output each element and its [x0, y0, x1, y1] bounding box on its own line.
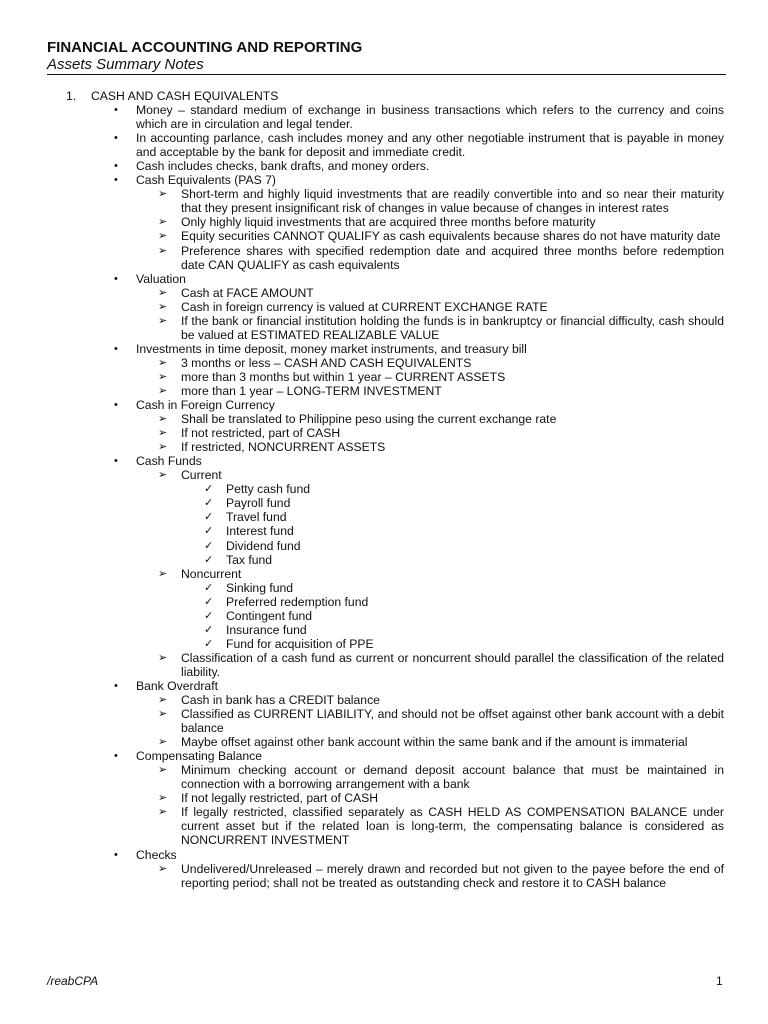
arrow-icon: ➢ — [158, 216, 168, 229]
bullet-icon: • — [114, 455, 118, 468]
sub-item — [66, 300, 724, 314]
list-item — [66, 272, 724, 286]
list-item — [66, 749, 724, 763]
arrow-icon: ➢ — [158, 764, 168, 777]
sub-item — [66, 187, 724, 215]
arrow-icon: ➢ — [158, 792, 168, 805]
fund-item — [66, 637, 724, 651]
sub-item — [66, 412, 724, 426]
sub-item — [66, 567, 724, 581]
sub-item-text: If not legally restricted, part of CASH — [181, 791, 379, 806]
fund-text: Contingent fund — [226, 608, 313, 623]
sub-item — [66, 370, 724, 384]
list-item — [66, 848, 724, 862]
sub-item-text: Classification of a cash fund as current or noncurrent should parallel the classification of the related liability. — [181, 650, 724, 679]
header-divider — [47, 74, 726, 75]
item-label: Cash in Foreign Currency — [136, 398, 275, 413]
fund-item — [66, 524, 724, 538]
list-item — [66, 131, 724, 159]
check-icon: ✓ — [204, 511, 214, 524]
arrow-icon: ➢ — [158, 694, 168, 707]
arrow-icon: ➢ — [158, 370, 168, 383]
fund-item — [66, 609, 724, 623]
sub-item — [66, 468, 724, 482]
page-number: 1 — [716, 974, 723, 988]
check-icon: ✓ — [204, 623, 214, 636]
sub-item — [66, 244, 724, 272]
sub-item-text: If restricted, NONCURRENT ASSETS — [181, 440, 386, 455]
fund-item — [66, 482, 724, 496]
arrow-icon: ➢ — [158, 441, 168, 454]
sub-item-text: If not restricted, part of CASH — [181, 426, 341, 441]
sub-item-text: more than 3 months but within 1 year – CURRENT ASSETS — [181, 369, 506, 384]
bullet-icon: • — [114, 104, 118, 117]
sub-item — [66, 215, 724, 229]
sub-item — [66, 693, 724, 707]
check-icon: ✓ — [204, 595, 214, 608]
arrow-icon: ➢ — [158, 736, 168, 749]
sub-item — [66, 791, 724, 805]
sub-item-text: Equity securities CANNOT QUALIFY as cash equivalents because shares do not have maturity date — [181, 229, 721, 244]
sub-item-text: Undelivered/Unreleased – merely drawn and recorded but not given to the payee before the end of reporting period; shall not be treated as outstanding check and restore it to CASH balance — [181, 861, 724, 890]
section-heading — [66, 89, 724, 103]
arrow-icon: ➢ — [158, 862, 168, 875]
sub-item — [66, 763, 724, 791]
bullet-icon: • — [114, 679, 118, 692]
bullet-icon: • — [114, 848, 118, 861]
fund-text: Insurance fund — [226, 622, 307, 637]
arrow-icon: ➢ — [158, 806, 168, 819]
document-subtitle: Assets Summary Notes — [47, 56, 204, 73]
item-label: Bank Overdraft — [136, 678, 218, 693]
sub-item — [66, 426, 724, 440]
arrow-icon: ➢ — [158, 427, 168, 440]
sub-item-text: Shall be translated to Philippine peso using the current exchange rate — [181, 412, 557, 427]
bullet-icon: • — [114, 132, 118, 145]
bullet-icon: • — [114, 750, 118, 763]
sub-item — [66, 805, 724, 847]
sub-item-text: If the bank or financial institution holding the funds is in bankruptcy or financial difficulty, cash should be valued at ESTIMATED REALIZABLE VALUE — [181, 313, 724, 342]
list-item — [66, 159, 724, 173]
item-label: Investments in time deposit, money market instruments, and treasury bill — [136, 341, 527, 356]
bullet-icon: • — [114, 342, 118, 355]
arrow-icon: ➢ — [158, 188, 168, 201]
sub-item-text: Short-term and highly liquid investments that are readily convertible into and so near their maturity that they present insignificant risk of changes in value because of changes in interest rates — [181, 187, 724, 216]
sub-item — [66, 314, 724, 342]
check-icon: ✓ — [204, 497, 214, 510]
check-icon: ✓ — [204, 483, 214, 496]
arrow-icon: ➢ — [158, 384, 168, 397]
fund-item — [66, 539, 724, 553]
sub-item — [66, 286, 724, 300]
arrow-icon: ➢ — [158, 651, 168, 664]
fund-item — [66, 553, 724, 567]
item-label: Cash Equivalents (PAS 7) — [136, 173, 276, 188]
item-text: Cash includes checks, bank drafts, and money orders. — [136, 159, 430, 174]
fund-text: Dividend fund — [226, 538, 301, 553]
arrow-icon: ➢ — [158, 413, 168, 426]
item-text: Money – standard medium of exchange in business transactions which refers to the currency and coins which are in circulation and legal tender. — [136, 103, 724, 132]
sub-item — [66, 229, 724, 243]
bullet-icon: • — [114, 272, 118, 285]
check-icon: ✓ — [204, 637, 214, 650]
check-icon: ✓ — [204, 553, 214, 566]
arrow-icon: ➢ — [158, 300, 168, 313]
fund-text: Interest fund — [226, 524, 294, 539]
arrow-icon: ➢ — [158, 286, 168, 299]
item-label: Valuation — [136, 271, 186, 286]
sub-item — [66, 707, 724, 735]
list-item — [66, 398, 724, 412]
fund-text: Sinking fund — [226, 580, 294, 595]
arrow-icon: ➢ — [158, 567, 168, 580]
bullet-icon: • — [114, 174, 118, 187]
sub-item-text: Current — [181, 468, 222, 483]
sub-item — [66, 735, 724, 749]
sub-item-text: Maybe offset against other bank account within the same bank and if the amount is immaterial — [181, 735, 688, 750]
section-title: CASH AND CASH EQUIVALENTS — [91, 89, 279, 103]
list-item — [66, 342, 724, 356]
sub-item — [66, 862, 724, 890]
fund-item — [66, 595, 724, 609]
item-label: Checks — [136, 847, 177, 862]
sub-item-text: Minimum checking account or demand deposit account balance that must be maintained in connection with a borrowing arrangement with a bank — [181, 763, 724, 792]
fund-text: Tax fund — [226, 552, 273, 567]
footer-brand: /reabCPA — [47, 974, 99, 988]
section-number: 1. — [66, 89, 77, 103]
sub-item-text: Noncurrent — [181, 566, 242, 581]
sub-item — [66, 356, 724, 370]
arrow-icon: ➢ — [158, 314, 168, 327]
fund-item — [66, 581, 724, 595]
list-item — [66, 454, 724, 468]
bullet-icon: • — [114, 399, 118, 412]
sub-item-text: Preference shares with specified redemption date and acquired three months before redemption date CAN QUALIFY as cash equivalents — [181, 243, 724, 272]
sub-item-text: Classified as CURRENT LIABILITY, and should not be offset against other bank account with a debit balance — [181, 707, 724, 736]
sub-item — [66, 440, 724, 454]
sub-item-text: Cash at FACE AMOUNT — [181, 285, 314, 300]
sub-item-text: more than 1 year – LONG-TERM INVESTMENT — [181, 383, 442, 398]
fund-text: Travel fund — [226, 510, 287, 525]
arrow-icon: ➢ — [158, 230, 168, 243]
check-icon: ✓ — [204, 581, 214, 594]
sub-item — [66, 651, 724, 679]
list-item — [66, 103, 724, 131]
sub-item-text: Only highly liquid investments that are acquired three months before maturity — [181, 215, 596, 230]
arrow-icon: ➢ — [158, 244, 168, 257]
sub-item-text: If legally restricted, classified separately as CASH HELD AS COMPENSATION BALANCE under current asset but if the related loan is long-term, the compensating balance is considered as NONCURRENT INVESTMENT — [181, 805, 724, 848]
fund-item — [66, 510, 724, 524]
sub-item-text: Cash in foreign currency is valued at CURRENT EXCHANGE RATE — [181, 299, 548, 314]
arrow-icon: ➢ — [158, 356, 168, 369]
document-header — [47, 39, 726, 75]
bullet-icon: • — [114, 160, 118, 173]
list-item — [66, 679, 724, 693]
check-icon: ✓ — [204, 609, 214, 622]
fund-text: Petty cash fund — [226, 482, 311, 497]
item-text: In accounting parlance, cash includes money and any other negotiable instrument that is payable in money and acceptable by the bank for deposit and immediate credit. — [136, 131, 724, 160]
fund-text: Payroll fund — [226, 496, 291, 511]
list-item — [66, 173, 724, 187]
fund-text: Fund for acquisition of PPE — [226, 636, 374, 651]
sub-item-text: 3 months or less – CASH AND CASH EQUIVALENTS — [181, 355, 472, 370]
sub-item — [66, 384, 724, 398]
fund-item — [66, 496, 724, 510]
sub-item-text: Cash in bank has a CREDIT balance — [181, 693, 380, 708]
check-icon: ✓ — [204, 539, 214, 552]
arrow-icon: ➢ — [158, 708, 168, 721]
document-title: FINANCIAL ACCOUNTING AND REPORTING — [47, 39, 363, 56]
fund-item — [66, 623, 724, 637]
item-label: Compensating Balance — [136, 749, 263, 764]
fund-text: Preferred redemption fund — [226, 594, 369, 609]
arrow-icon: ➢ — [158, 469, 168, 482]
notes-body — [66, 89, 724, 890]
item-label: Cash Funds — [136, 454, 202, 469]
check-icon: ✓ — [204, 525, 214, 538]
